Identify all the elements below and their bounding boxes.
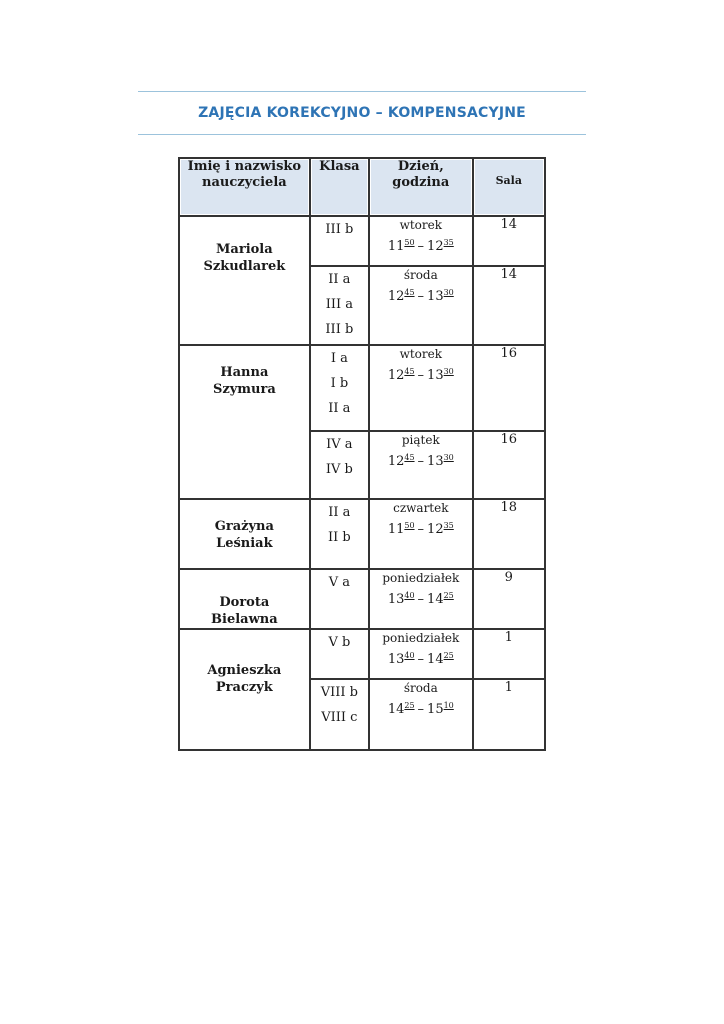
klasa-cell: [311, 570, 370, 630]
time-range: [388, 289, 454, 304]
end-hour: 14: [427, 652, 444, 667]
page-title: ZAJĘCIA KOREKCYJNO – KOMPENSACYJNE: [198, 105, 526, 121]
start-hour: 13: [387, 652, 405, 667]
end-hour: 15: [427, 702, 444, 717]
start-minute: 40: [404, 591, 415, 600]
klasa-cell: [311, 267, 370, 346]
end-hour: 14: [427, 592, 444, 607]
klasa-item: VIII b: [320, 685, 358, 700]
sala-cell: 14: [474, 217, 546, 267]
day-label: wtorek: [399, 347, 443, 361]
end-hour: 13: [427, 454, 444, 469]
day-time-cell: [370, 500, 474, 570]
end-minute: 30: [443, 367, 454, 376]
day-label: poniedziałek: [382, 631, 460, 645]
end-minute: 25: [443, 651, 454, 660]
start-minute: 50: [404, 521, 415, 530]
header-teacher: Imię i nazwisko nauczyciela: [180, 159, 311, 217]
time-dash: –: [417, 368, 425, 383]
header-sala: Sala: [474, 159, 546, 217]
end-hour: 12: [427, 522, 444, 537]
klasa-cell: [311, 432, 370, 500]
klasa-item: III b: [325, 322, 354, 337]
time-dash: –: [417, 454, 425, 469]
start-hour: 14: [387, 702, 405, 717]
sala-cell: 1: [474, 630, 546, 680]
start-hour: 12: [387, 289, 405, 304]
end-minute: 30: [443, 288, 454, 297]
table-row: [180, 500, 546, 570]
schedule-body: [180, 217, 546, 751]
end-minute: 30: [443, 453, 454, 462]
day-time-cell: [370, 570, 474, 630]
klasa-cell: [311, 500, 370, 570]
title-banner: [138, 91, 586, 135]
day-time-cell: [370, 267, 474, 346]
teacher-name: Dorota Bielawna: [180, 570, 311, 630]
sala-cell: 14: [474, 267, 546, 346]
klasa-item: III b: [325, 222, 354, 237]
day-label: środa: [403, 268, 438, 282]
klasa-item: III a: [325, 297, 353, 312]
day-time-cell: [370, 346, 474, 432]
sala-cell: 1: [474, 680, 546, 751]
end-minute: 35: [443, 238, 454, 247]
time-range: [388, 239, 454, 254]
time-dash: –: [417, 239, 425, 254]
day-time-cell: [370, 630, 474, 680]
header-row: [180, 159, 546, 217]
sala-cell: 9: [474, 570, 546, 630]
time-dash: –: [417, 592, 425, 607]
day-time-cell: [370, 680, 474, 751]
header-dzien: Dzień, godzina: [370, 159, 474, 217]
start-hour: 12: [387, 454, 405, 469]
table-row: [180, 570, 546, 630]
klasa-item: II b: [327, 530, 351, 545]
start-minute: 45: [404, 288, 415, 297]
header-klasa: Klasa: [311, 159, 370, 217]
time-range: [388, 454, 454, 469]
day-label: środa: [403, 681, 438, 695]
time-dash: –: [417, 702, 425, 717]
sala-cell: 16: [474, 432, 546, 500]
day-label: czwartek: [393, 501, 449, 515]
teacher-name: Grażyna Leśniak: [180, 500, 311, 570]
day-label: poniedziałek: [382, 571, 460, 585]
end-hour: 12: [427, 239, 444, 254]
start-minute: 45: [404, 367, 415, 376]
day-label: wtorek: [399, 218, 443, 232]
start-minute: 40: [404, 651, 415, 660]
klasa-item: V b: [328, 635, 351, 650]
table-row: [180, 630, 546, 680]
klasa-item: I a: [330, 351, 348, 366]
time-dash: –: [417, 652, 425, 667]
time-range: [388, 522, 454, 537]
end-hour: 13: [427, 368, 444, 383]
start-minute: 50: [404, 238, 415, 247]
day-time-cell: [370, 217, 474, 267]
end-hour: 13: [427, 289, 444, 304]
start-minute: 25: [404, 701, 415, 710]
time-range: [388, 702, 454, 717]
day-label: piątek: [401, 433, 440, 447]
klasa-item: I b: [330, 376, 349, 391]
time-range: [388, 592, 454, 607]
klasa-cell: [311, 346, 370, 432]
end-minute: 25: [443, 591, 454, 600]
time-range: [388, 368, 454, 383]
end-minute: 35: [443, 521, 454, 530]
table-row: [180, 346, 546, 432]
start-hour: 12: [387, 368, 405, 383]
start-hour: 11: [387, 239, 405, 254]
klasa-cell: [311, 217, 370, 267]
table-row: [180, 217, 546, 267]
time-dash: –: [417, 289, 425, 304]
start-minute: 45: [404, 453, 415, 462]
teacher-name: Hanna Szymura: [180, 346, 311, 500]
klasa-item: IV b: [325, 462, 353, 477]
start-hour: 11: [387, 522, 405, 537]
time-dash: –: [417, 522, 425, 537]
klasa-cell: [311, 630, 370, 680]
day-time-cell: [370, 432, 474, 500]
klasa-item: II a: [328, 272, 351, 287]
time-range: [388, 652, 454, 667]
klasa-item: II a: [328, 401, 351, 416]
teacher-name: Mariola Szkudlarek: [180, 217, 311, 346]
sala-cell: 18: [474, 500, 546, 570]
schedule-table: [178, 157, 546, 751]
klasa-item: II a: [328, 505, 351, 520]
teacher-name: Agnieszka Praczyk: [180, 630, 311, 751]
sala-cell: 16: [474, 346, 546, 432]
end-minute: 10: [443, 701, 454, 710]
klasa-item: IV a: [326, 437, 353, 452]
klasa-item: VIII c: [321, 710, 358, 725]
start-hour: 13: [387, 592, 405, 607]
klasa-cell: [311, 680, 370, 751]
klasa-item: V a: [328, 575, 350, 590]
